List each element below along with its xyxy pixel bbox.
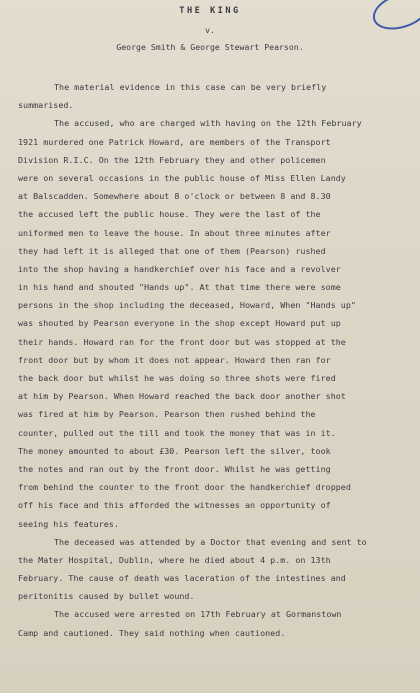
text-line: The accused were arrested on 17th February at Gormanstown — [54, 609, 342, 620]
text-line: was fired at him by Pearson. Pearson then rushed behind the — [18, 409, 316, 420]
text-line: Division R.I.C. On the 12th February they and other policemen — [18, 154, 326, 165]
text-line: summarised. — [18, 100, 74, 111]
document-body — [18, 78, 418, 642]
text-line: was shouted by Pearson everyone in the shop except Howard put up — [18, 318, 341, 329]
text-line: Camp and cautioned. They said nothing when cautioned. — [18, 627, 286, 638]
document-title: THE KING — [179, 6, 241, 16]
text-line: the notes and ran out by the front door. Whilst he was getting — [18, 463, 331, 474]
text-line: 1921 murdered one Patrick Howard, are members of the Transport — [18, 136, 331, 147]
text-line: into the shop having a handkerchief over his face and a revolver — [18, 263, 341, 274]
text-line: were on several occasions in the public house of Miss Ellen Landy — [18, 172, 346, 183]
text-line: off his face and this afforded the witnesses an opportunity of — [18, 500, 331, 511]
text-line: at Balscadden. Somewhere about 8 o'clock or between 8 and 8.30 — [18, 191, 331, 202]
text-line: The material evidence in this case can be very briefly — [54, 82, 327, 92]
text-line: the back door but whilst he was doing so three shots were fired — [18, 373, 336, 383]
text-line: at him by Pearson. When Howard reached the back door another shot — [18, 391, 346, 402]
text-line: front door but by whom it does not appear. Howard then ran for — [18, 354, 331, 365]
text-line: The money amounted to about £30. Pearson left the silver, took — [18, 445, 331, 456]
text-line: the accused left the public house. They were the last of the — [18, 209, 321, 220]
text-line: they had left it is alleged that one of them (Pearson) rushed — [18, 245, 326, 256]
text-line: The deceased was attended by a Doctor that evening and sent to — [54, 536, 367, 547]
text-line: from behind the counter to the front door the handkerchief dropped — [18, 482, 351, 493]
text-line: seeing his features. — [18, 518, 119, 529]
versus-label: v. — [205, 26, 215, 35]
text-line: their hands. Howard ran for the front door but was stopped at the — [18, 336, 346, 347]
text-line: persons in the shop including the deceased, Howard, When "Hands up" — [18, 300, 356, 311]
text-line: in his hand and shouted "Hands up". At that time there were some — [18, 282, 341, 293]
text-line: the Mater Hospital, Dublin, where he died about 4 p.m. on 13th — [18, 554, 331, 565]
text-line: February. The cause of death was laceration of the intestines and — [18, 573, 346, 584]
parties-line: George Smith & George Stewart Pearson. — [116, 42, 304, 52]
text-line: counter, pulled out the till and took the money that was in it. — [18, 427, 336, 438]
text-line: peritonitis caused by bullet wound. — [18, 591, 195, 602]
text-line: The accused, who are charged with having on the 12th February — [54, 118, 362, 129]
text-line: uniformed men to leave the house. In about three minutes after — [18, 227, 331, 238]
